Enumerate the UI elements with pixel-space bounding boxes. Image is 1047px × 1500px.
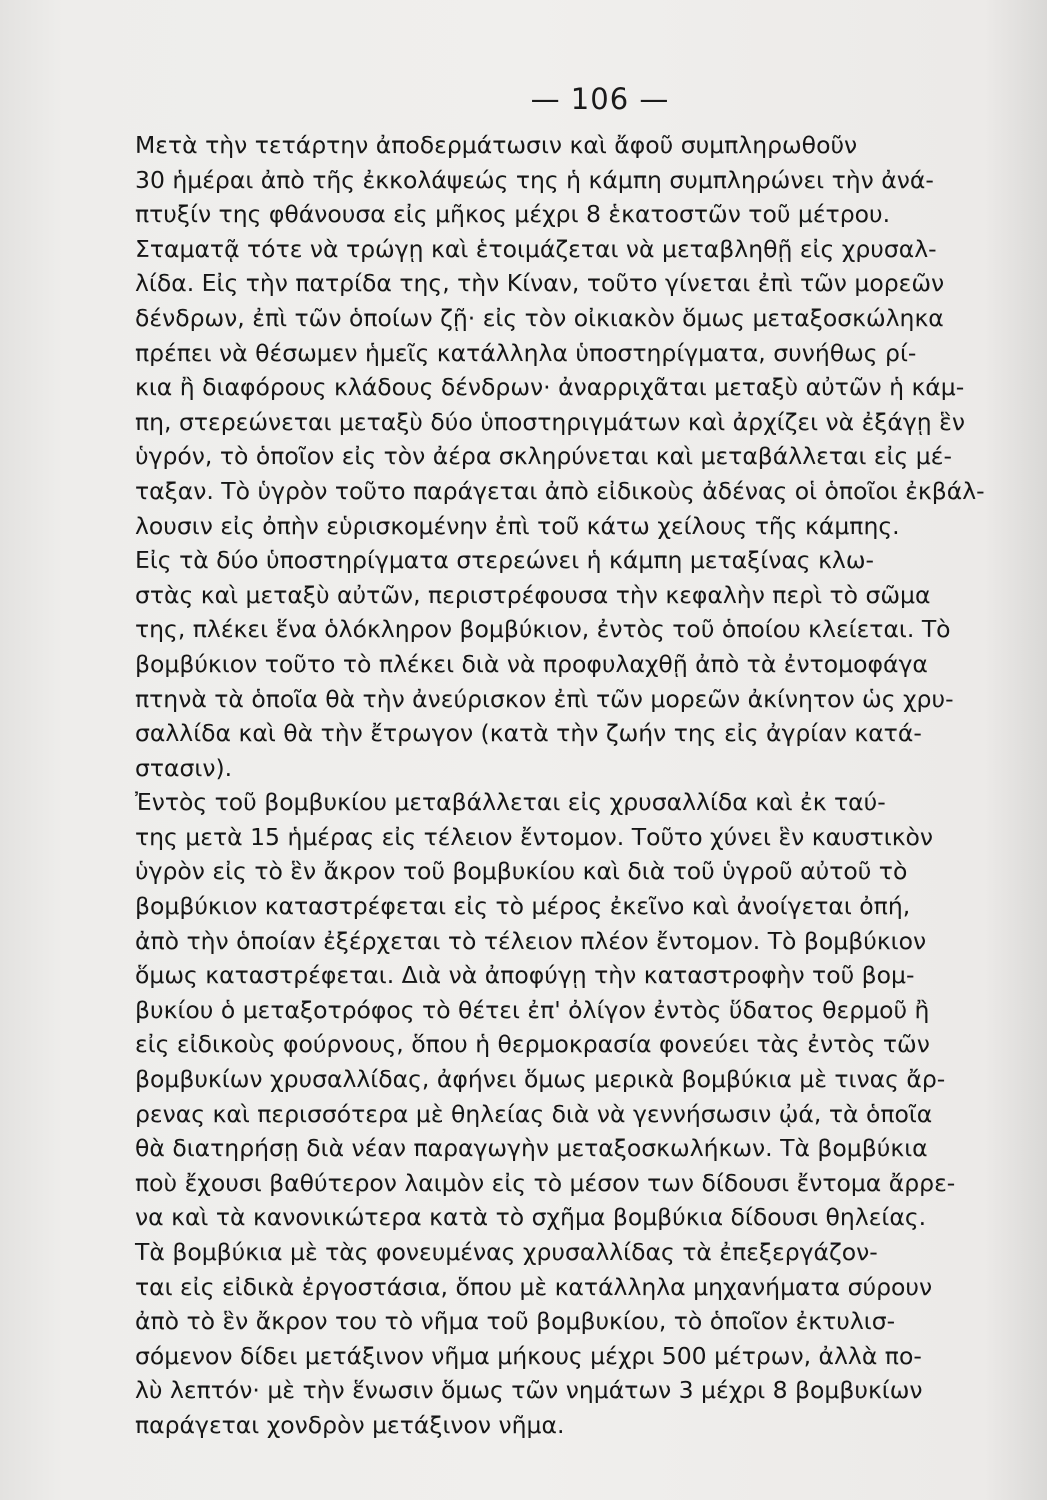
text-line: πτηνὰ τὰ ὁποῖα θὰ τὴν ἀνεύρισκον ἐπὶ τῶν μορεῶν ἀκίνητον ὡς χρυ- [135, 684, 954, 713]
text-line: ται εἰς εἰδικὰ ἐργοστάσια, ὅπου μὲ κατάλληλα μηχανήματα σύρουν [135, 1272, 933, 1301]
text-line: της, πλέκει ἕνα ὁλόκληρον βομβύκιον, ἐντὸς τοῦ ὁποίου κλείεται. Τὸ [135, 615, 951, 644]
text-line: Εἰς τὰ δύο ὑποστηρίγματα στερεώνει ἡ κάμπη μεταξίνας κλω- [135, 546, 874, 575]
page-number: — 106 — [530, 82, 670, 116]
text-line: θὰ διατηρήσῃ διὰ νέαν παραγωγὴν μεταξοσκωλήκων. Τὰ βομβύκια [135, 1134, 928, 1163]
text-line: να καὶ τὰ κανονικώτερα κατὰ τὸ σχῆμα βομβύκια δίδουσι θηλείας. [135, 1203, 927, 1232]
text-line: πη, στερεώνεται μεταξὺ δύο ὑποστηριγμάτων καὶ ἀρχίζει νὰ ἐξάγῃ ἓν [135, 407, 965, 436]
text-line: Τὰ βομβύκια μὲ τὰς φονευμένας χρυσαλλίδας τὰ ἐπεξεργάζον- [135, 1238, 878, 1266]
text-line: ρενας καὶ περισσότερα μὲ θηλείας διὰ νὰ γεννήσωσιν ᾠά, τὰ ὁποῖα [135, 1099, 933, 1128]
text-line: δένδρων, ἐπὶ τῶν ὁποίων ζῇ· εἰς τὸν οἰκιακὸν ὅμως μεταξοσκώληκα [135, 303, 944, 332]
text-line: λουσιν εἰς ὀπὴν εὑρισκομένην ἐπὶ τοῦ κάτω χείλους τῆς κάμπης. [135, 511, 900, 540]
text-line: ποὺ ἔχουσι βαθύτερον λαιμὸν εἰς τὸ μέσον των δίδουσι ἔντομα ἄρρε- [135, 1168, 956, 1197]
text-line: ὑγρὸν εἰς τὸ ἓν ἄκρον τοῦ βομβυκίου καὶ διὰ τοῦ ὑγροῦ αὐτοῦ τὸ [135, 857, 908, 886]
text-line: κια ἢ διαφόρους κλάδους δένδρων· ἀναρριχᾶται μεταξὺ αὐτῶν ἡ κάμ- [135, 373, 965, 402]
body-text [135, 128, 1047, 1443]
text-line: σαλλίδα καὶ θὰ τὴν ἔτρωγον (κατὰ τὴν ζωήν της εἰς ἀγρίαν κατά- [135, 719, 922, 748]
text-line: στασιν). [135, 753, 233, 782]
text-line: πτυξίν της φθάνουσα εἰς μῆκος μέχρι 8 ἑκατοστῶν τοῦ μέτρου. [135, 200, 891, 229]
text-line: ταξαν. Τὸ ὑγρὸν τοῦτο παράγεται ἀπὸ εἰδικοὺς ἀδένας οἱ ὁποῖοι ἐκβάλ- [135, 476, 985, 505]
text-line: ἀπὸ τὴν ὁποίαν ἐξέρχεται τὸ τέλειον πλέον ἔντομον. Τὸ βομβύκιον [135, 926, 927, 955]
text-line: βομβυκίων χρυσαλλίδας, ἀφήνει ὅμως μερικὰ βομβύκια μὲ τινας ἄρ- [135, 1065, 946, 1094]
text-line: της μετὰ 15 ἡμέρας εἰς τέλειον ἔντομον. Τοῦτο χύνει ἓν καυστικὸν [135, 822, 934, 851]
text-line: Ἐντὸς τοῦ βομβυκίου μεταβάλλεται εἰς χρυσαλλίδα καὶ ἐκ ταύ- [135, 788, 886, 817]
text-line: παράγεται χονδρὸν μετάξινον νῆμα. [135, 1410, 565, 1439]
text-line: βομβύκιον τοῦτο τὸ πλέκει διὰ νὰ προφυλαχθῇ ἀπὸ τὰ ἐντομοφάγα [135, 649, 928, 678]
text-line: Σταματᾷ τότε νὰ τρώγῃ καὶ ἑτοιμάζεται νὰ μεταβληθῇ εἰς χρυσαλ- [135, 234, 937, 263]
text-line: στὰς καὶ μεταξὺ αὐτῶν, περιστρέφουσα τὴν κεφαλὴν περὶ τὸ σῶμα [135, 580, 931, 609]
text-line: λὺ λεπτόν· μὲ τὴν ἕνωσιν ὅμως τῶν νημάτων 3 μέχρι 8 βομβυκίων [135, 1376, 923, 1405]
text-line: πρέπει νὰ θέσωμεν ἡμεῖς κατάλληλα ὑποστηρίγματα, συνήθως ρί- [135, 338, 917, 367]
text-line: λίδα. Εἰς τὴν πατρίδα της, τὴν Κίναν, τοῦτο γίνεται ἐπὶ τῶν μορεῶν [135, 269, 945, 298]
text-line: σόμενον δίδει μετάξινον νῆμα μήκους μέχρι 500 μέτρων, ἀλλὰ πο- [135, 1341, 922, 1370]
text-line: 30 ἡμέραι ἀπὸ τῆς ἐκκολάψεώς της ἡ κάμπη συμπληρώνει τὴν ἀνά- [135, 165, 934, 194]
text-line: βυκίου ὁ μεταξοτρόφος τὸ θέτει ἐπ' ὀλίγον ἐντὸς ὕδατος θερμοῦ ἢ [135, 995, 930, 1024]
text-line: εἰς εἰδικοὺς φούρνους, ὅπου ἡ θερμοκρασία φονεύει τὰς ἐντὸς τῶν [135, 1030, 930, 1059]
text-line: ὑγρόν, τὸ ὁποῖον εἰς τὸν ἀέρα σκληρύνεται καὶ μεταβάλλεται εἰς μέ- [135, 442, 952, 471]
text-line: βομβύκιον καταστρέφεται εἰς τὸ μέρος ἐκεῖνο καὶ ἀνοίγεται ὀπή, [135, 892, 911, 921]
text-line: ἀπὸ τὸ ἓν ἄκρον του τὸ νῆμα τοῦ βομβυκίου, τὸ ὁποῖον ἐκτυλισ- [135, 1307, 896, 1336]
text-line: Μετὰ τὴν τετάρτην ἀποδερμάτωσιν καὶ ἄφοῦ συμπληρωθοῦν [135, 131, 858, 159]
text-line: ὅμως καταστρέφεται. Διὰ νὰ ἀποφύγῃ τὴν καταστροφὴν τοῦ βομ- [135, 961, 915, 990]
